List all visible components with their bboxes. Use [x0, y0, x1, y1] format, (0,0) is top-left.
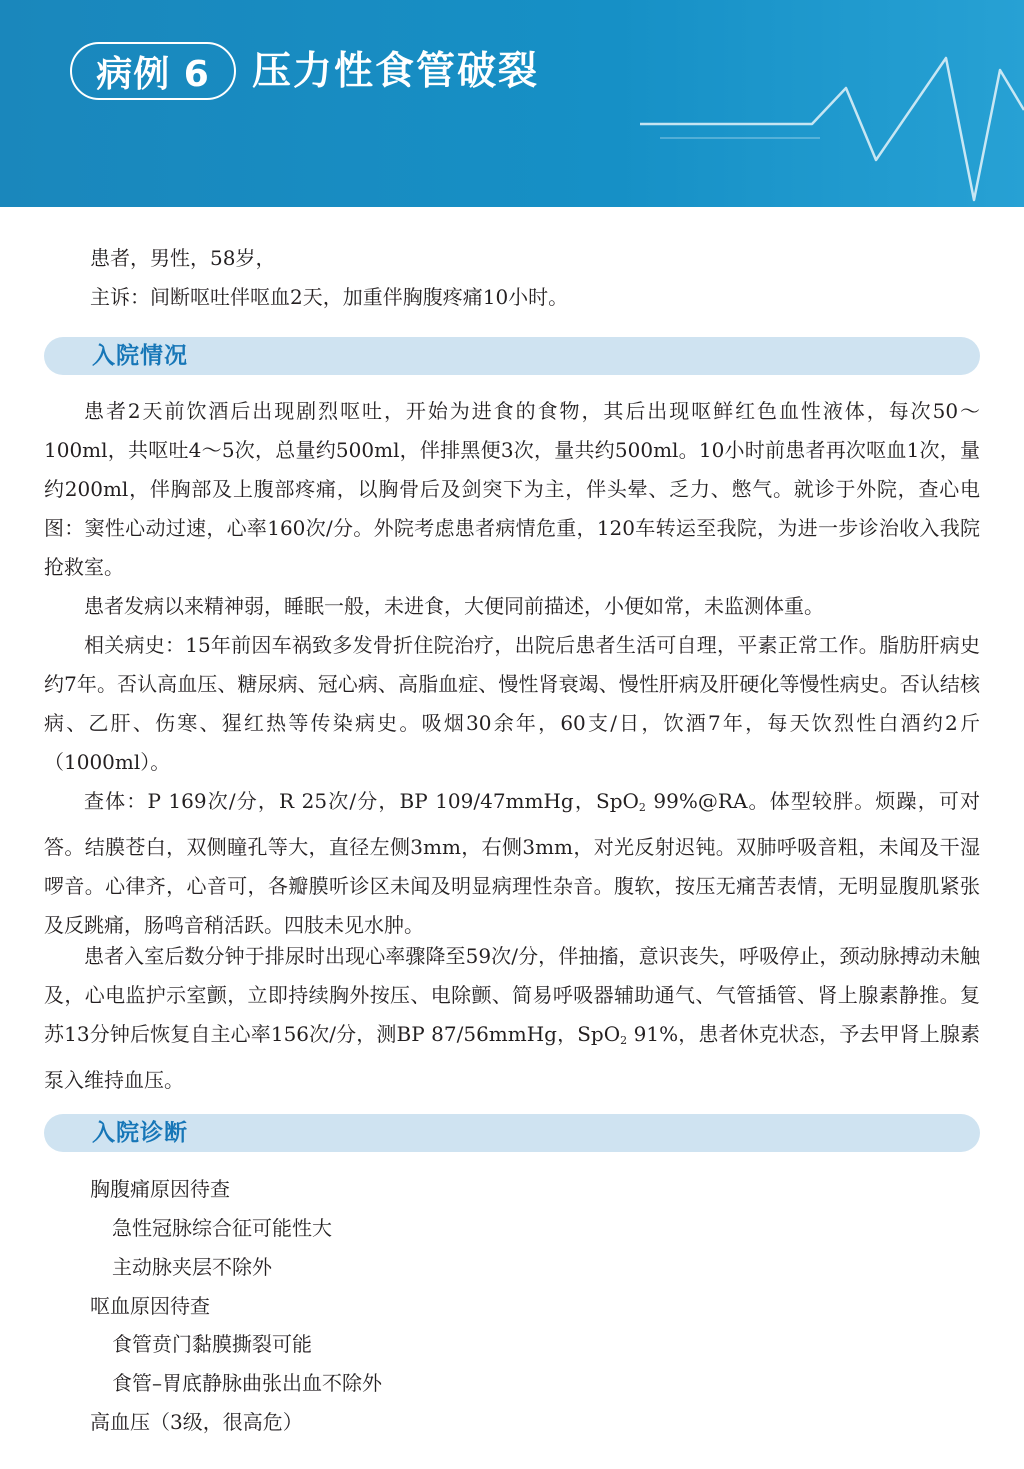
- resus-text-b: 91%，患者休克状态，予去甲肾上腺素泵入维持血压。: [44, 1021, 980, 1092]
- diagnosis-subitem: 食管–胃底静脉曲张出血不除外: [112, 1371, 382, 1395]
- patient-info: 患者，男性，58岁，: [90, 246, 276, 270]
- resus-subscript: 2: [620, 1033, 628, 1047]
- diagnosis-item: 胸腹痛原因待查: [90, 1177, 230, 1201]
- diagnosis-item: 呕血原因待查: [90, 1294, 210, 1318]
- exam-text-a: 查体：P 169次/分，R 25次/分，BP 109/47mmHg，SpO: [84, 789, 639, 813]
- page-title: 压力性食管破裂: [252, 49, 540, 94]
- chief-complaint: 主诉：间断呕吐伴呕血2天，加重伴胸腹疼痛10小时。: [90, 285, 569, 309]
- section-header-diagnosis: [44, 1114, 980, 1152]
- header-banner: [0, 0, 1024, 207]
- diagnosis-item: 高血压（3级，很高危）: [90, 1410, 303, 1434]
- section-header-admission: [44, 337, 980, 375]
- paragraph-present-illness: 患者2天前饮酒后出现剧烈呕吐，开始为进食的食物，其后出现呕鲜红色血性液体，每次50～100ml，共呕吐4～5次，总量约500ml，伴排黑便3次，量共约500ml。10小时前患者再次呕血1次，量约200ml，伴胸部及上腹部疼痛，以胸骨后及剑突下为主，伴头晕、乏力、憋气。就诊于外院，查心电图：窦性心动过速，心率160次/分。外院考虑患者病情危重，120车转运至我院，为进一步诊治收入我院抢救室。: [44, 399, 980, 579]
- case-number-badge: [70, 42, 236, 100]
- case-number: 病例 6: [96, 53, 210, 95]
- section-title: 入院诊断: [92, 1120, 188, 1146]
- paragraph-general-status: 患者发病以来精神弱，睡眠一般，未进食，大便同前描述，小便如常，未监测体重。: [84, 594, 824, 618]
- exam-text-b: 99%@RA。体型较胖。烦躁，可对答。结膜苍白，双侧瞳孔等大，直径左侧3mm，右侧3mm，对光反射迟钝。双肺呼吸音粗，未闻及干湿啰音。心律齐，心音可，各瓣膜听诊区未闻及明显病理性杂音。腹软，按压无痛苦表情，无明显腹肌紧张及反跳痛，肠鸣音稍活跃。四肢未见水肿。: [44, 789, 980, 937]
- diagnosis-subitem: 食管贲门黏膜撕裂可能: [112, 1332, 312, 1356]
- exam-subscript: 2: [638, 801, 646, 814]
- diagnosis-subitem: 急性冠脉综合征可能性大: [112, 1216, 332, 1240]
- resus-text-a: 患者入室后数分钟于排尿时出现心率骤降至59次/分，伴抽搐，意识丧失，呼吸停止，颈动脉搏动未触及，心电监护示室颤，立即持续胸外按压、电除颤、简易呼吸器辅助通气、气管插管、肾上腺素静推。复苏13分钟后恢复自主心率156次/分，测BP 87/56mmHg，SpO: [44, 944, 980, 1046]
- heartbeat-line-icon: [0, 0, 1024, 207]
- paragraph-physical-exam: [44, 782, 980, 945]
- diagnosis-subitem: 主动脉夹层不除外: [112, 1255, 272, 1279]
- paragraph-past-history: 相关病史：15年前因车祸致多发骨折住院治疗，出院后患者生活可自理，平素正常工作。脂肪肝病史约7年。否认高血压、糖尿病、冠心病、高脂血症、慢性肾衰竭、慢性肝病及肝硬化等慢性病史。否认结核病、乙肝、伤寒、猩红热等传染病史。吸烟30余年，60支/日，饮酒7年，每天饮烈性白酒约2斤（1000ml）。: [44, 633, 980, 774]
- section-title: 入院情况: [92, 343, 188, 369]
- paragraph-resuscitation: [44, 937, 980, 1100]
